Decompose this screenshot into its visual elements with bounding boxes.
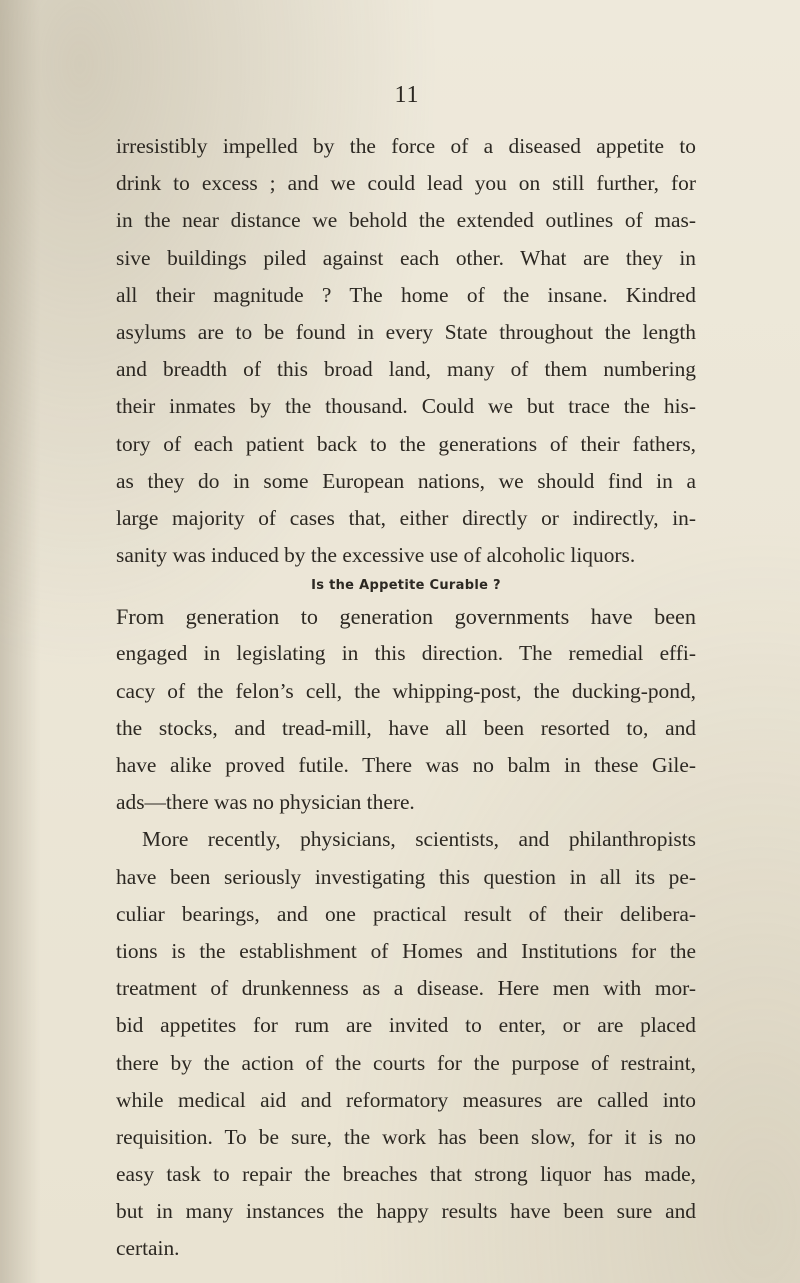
- text-line: culiar bearings, and one practical result of their delibera-: [116, 901, 696, 926]
- paragraph-1: [116, 128, 696, 574]
- text-line: bid appetites for rum are invited to enter, or are placed: [116, 1013, 696, 1038]
- text-line: all their magnitude ? The home of the insane. Kindred: [116, 282, 696, 307]
- paragraph-3: [116, 821, 696, 1267]
- text-line: easy task to repair the breaches that strong liquor has made,: [116, 1162, 696, 1187]
- text-line: have alike proved futile. There was no balm in these Gile-: [116, 753, 696, 777]
- body-text: [116, 128, 696, 1268]
- text-line: engaged in legislating in this direction. The remedial effi-: [116, 641, 696, 666]
- text-line: requisition. To be sure, the work has been slow, for it is no: [116, 1124, 696, 1149]
- text-line: sanity was induced by the excessive use of alcoholic liquors.: [116, 543, 636, 568]
- page-number: 11: [394, 82, 420, 108]
- text-line: the stocks, and tread-mill, have all been resorted to, and: [116, 715, 696, 740]
- text-line: More recently, physicians, scientists, and philanthropists: [142, 827, 696, 852]
- text-line: treatment of drunkenness as a disease. Here men with mor-: [116, 976, 696, 1001]
- text-line: have been seriously investigating this question in all its pe-: [116, 864, 696, 889]
- text-line: drink to excess ; and we could lead you on still further, for: [116, 171, 696, 196]
- text-line: in the near distance we behold the extended outlines of mas-: [116, 208, 696, 233]
- paragraph-2: [116, 598, 696, 821]
- text-line: asylums are to be found in every State throughout the length: [116, 319, 696, 344]
- text-line: tions is the establishment of Homes and Institutions for the: [116, 938, 696, 963]
- text-line: ads—there was no physician there.: [116, 790, 415, 815]
- text-line: there by the action of the courts for the purpose of restraint,: [116, 1050, 696, 1075]
- text-line: but in many instances the happy results have been sure and: [116, 1199, 696, 1224]
- text-line: as they do in some European nations, we should find in a: [116, 468, 696, 493]
- section-heading: Is the Appetite Curable ?: [311, 578, 501, 594]
- text-line: and breadth of this broad land, many of them numbering: [116, 357, 696, 382]
- text-line: cacy of the felon’s cell, the whipping-post, the ducking-pond,: [116, 678, 696, 703]
- text-line: tory of each patient back to the generations of their fathers,: [116, 431, 696, 456]
- text-line: while medical aid and reformatory measures are called into: [116, 1087, 696, 1112]
- text-line: certain.: [116, 1236, 180, 1261]
- text-line: irresistibly impelled by the force of a diseased appetite to: [116, 134, 696, 158]
- text-line: large majority of cases that, either directly or indirectly, in-: [116, 505, 696, 530]
- text-line: From generation to generation governments have been: [116, 604, 696, 630]
- text-line: sive buildings piled against each other. What are they in: [116, 245, 696, 270]
- text-line: their inmates by the thousand. Could we but trace the his-: [116, 394, 696, 419]
